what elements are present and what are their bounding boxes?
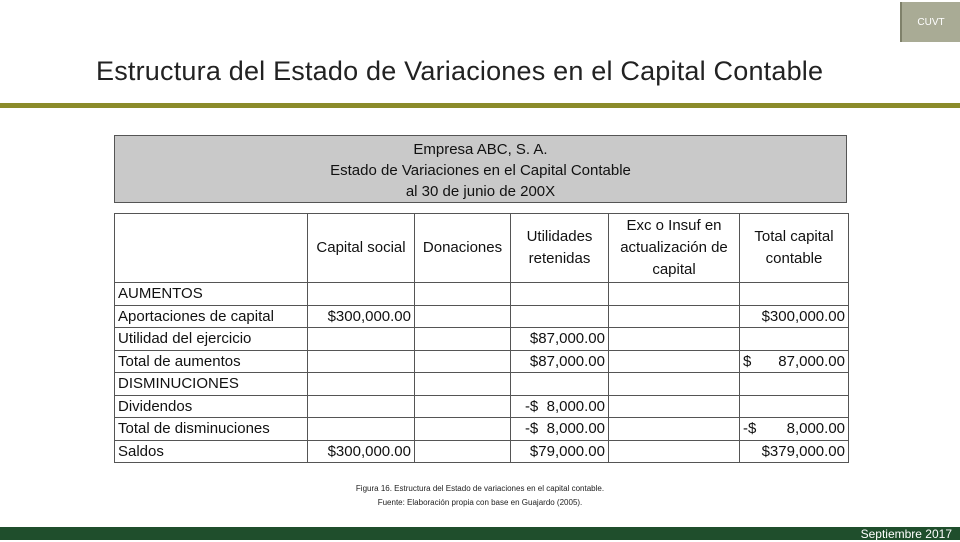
cell-total: [740, 418, 849, 441]
cell-exc: [609, 283, 740, 306]
company-name: Empresa ABC, S. A.: [413, 141, 548, 158]
cell-capital: [308, 395, 415, 418]
cell-total: [740, 373, 849, 396]
cell-exc: [609, 350, 740, 373]
table-row: [115, 350, 849, 373]
cell-utilidades: $87,000.00: [511, 350, 609, 373]
cell-utilidades: [511, 283, 609, 306]
table-row: [115, 395, 849, 418]
cell-donaciones: [415, 305, 511, 328]
figure-caption: Figura 16. Estructura del Estado de variaciones en el capital contable.: [355, 484, 605, 493]
column-header: Exc o Insuf en actualización de capital: [609, 214, 740, 283]
row-label: AUMENTOS: [115, 283, 308, 306]
cell-donaciones: [415, 350, 511, 373]
cell-donaciones: [415, 373, 511, 396]
table-row: [115, 440, 849, 463]
cell-capital: [308, 350, 415, 373]
statement-header: [114, 135, 847, 203]
cell-exc: [609, 328, 740, 351]
table-row: [115, 373, 849, 396]
cell-exc: [609, 440, 740, 463]
total-currency-sign: -$: [743, 420, 757, 438]
cell-donaciones: [415, 418, 511, 441]
logo: CUVT: [900, 2, 960, 42]
cell-utilidades: $79,000.00: [511, 440, 609, 463]
cell-total: [740, 283, 849, 306]
cell-utilidades: -$ 8,000.00: [511, 395, 609, 418]
row-label: Aportaciones de capital: [115, 305, 308, 328]
cell-donaciones: [415, 440, 511, 463]
statement-date: al 30 de junio de 200X: [405, 183, 556, 200]
row-label: Total de aumentos: [115, 350, 308, 373]
row-label: Total de disminuciones: [115, 418, 308, 441]
table-row: [115, 283, 849, 306]
cell-utilidades: [511, 305, 609, 328]
total-currency-sign: $: [743, 352, 752, 370]
cell-total: [740, 328, 849, 351]
footer-bar: [0, 527, 960, 540]
cell-total: [740, 395, 849, 418]
cell-exc: [609, 373, 740, 396]
row-label: Utilidad del ejercicio: [115, 328, 308, 351]
slide-title: Estructura del Estado de Variaciones en el Capital Contable: [96, 56, 824, 86]
table-row: [115, 305, 849, 328]
equity-table: [114, 213, 849, 463]
title-divider: [0, 103, 960, 108]
cell-utilidades: -$ 8,000.00: [511, 418, 609, 441]
figure-source: Fuente: Elaboración propia con base en Guajardo (2005).: [377, 498, 583, 507]
cell-donaciones: [415, 328, 511, 351]
column-header: Donaciones: [415, 214, 511, 283]
cell-total: $379,000.00: [740, 440, 849, 463]
cell-capital: [308, 373, 415, 396]
cell-capital: $300,000.00: [308, 440, 415, 463]
row-label: DISMINUCIONES: [115, 373, 308, 396]
cell-donaciones: [415, 283, 511, 306]
table-header-row: [115, 214, 849, 283]
cell-exc: [609, 305, 740, 328]
cell-exc: [609, 418, 740, 441]
column-header: Capital social: [308, 214, 415, 283]
cell-exc: [609, 395, 740, 418]
cell-total: $300,000.00: [740, 305, 849, 328]
cell-capital: [308, 328, 415, 351]
cell-capital: $300,000.00: [308, 305, 415, 328]
cell-utilidades: $87,000.00: [511, 328, 609, 351]
statement-name: Estado de Variaciones en el Capital Contable: [330, 162, 631, 179]
column-header: [115, 214, 308, 283]
total-amount: 87,000.00: [778, 352, 845, 370]
cell-utilidades: [511, 373, 609, 396]
row-label: Dividendos: [115, 395, 308, 418]
table-row: [115, 328, 849, 351]
column-header: Total capital contable: [740, 214, 849, 283]
column-header: Utilidades retenidas: [511, 214, 609, 283]
cell-capital: [308, 283, 415, 306]
table-row: [115, 418, 849, 441]
cell-donaciones: [415, 395, 511, 418]
total-amount: 8,000.00: [786, 420, 845, 438]
footer-date: Septiembre 2017: [860, 527, 952, 541]
cell-total: [740, 350, 849, 373]
cell-capital: [308, 418, 415, 441]
row-label: Saldos: [115, 440, 308, 463]
